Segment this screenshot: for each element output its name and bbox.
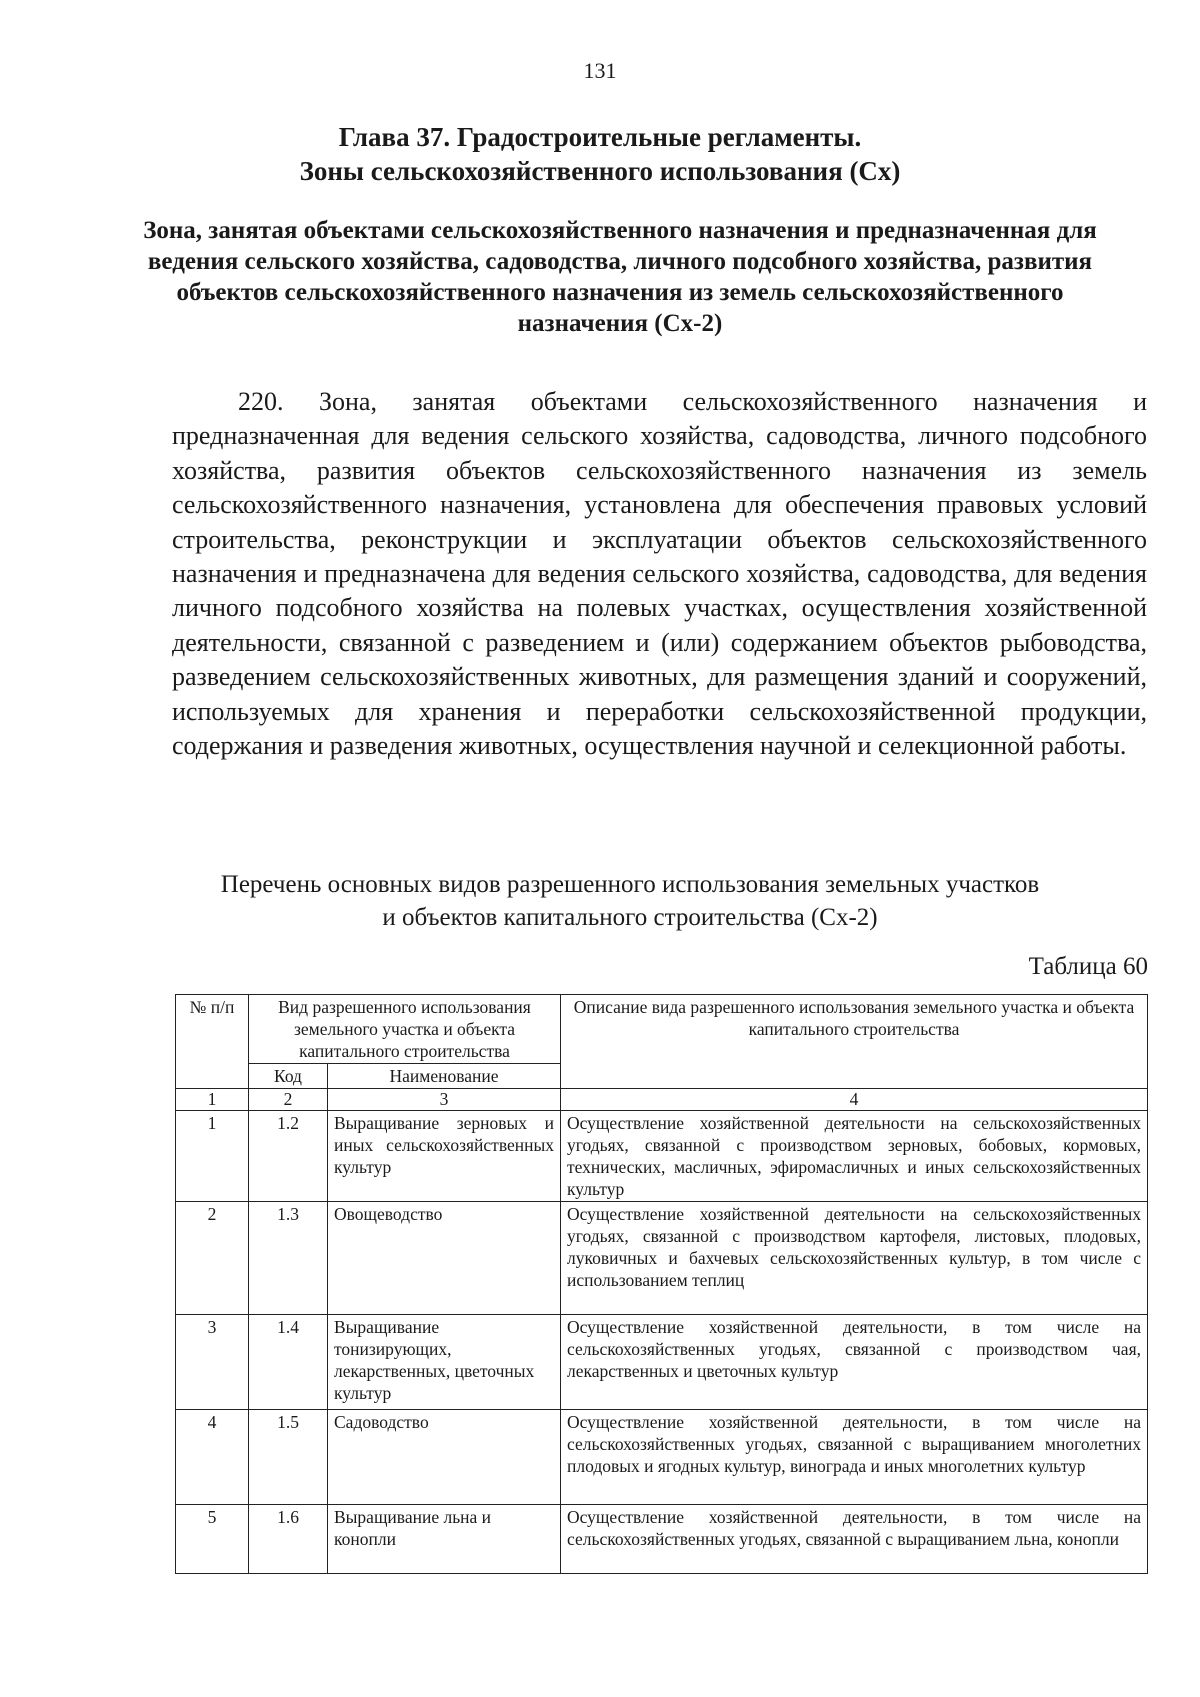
- row-name: Выращивание зерновых и иных сельскохозяйственных культур: [328, 1111, 561, 1202]
- table-row: [176, 1315, 1148, 1410]
- row-num: 3: [176, 1315, 249, 1410]
- list-title-line2: и объектов капитального строительства (Сх-2): [382, 904, 878, 931]
- table-row: [176, 1111, 1148, 1202]
- row-num: 2: [176, 1202, 249, 1315]
- table-header-row: [176, 995, 1148, 1064]
- header-code: Код: [249, 1064, 328, 1089]
- row-name: Выращивание льна и конопли: [328, 1505, 561, 1574]
- row-num: 4: [176, 1410, 249, 1505]
- table-row: [176, 1202, 1148, 1315]
- list-title: [150, 868, 1110, 934]
- table-caption: Таблица 60: [1028, 953, 1148, 980]
- index-cell: 2: [249, 1089, 328, 1111]
- header-name: Наименование: [328, 1064, 561, 1089]
- index-cell: 3: [328, 1089, 561, 1111]
- header-num: № п/п: [176, 995, 249, 1089]
- list-title-line1: Перечень основных видов разрешенного использования земельных участков: [220, 871, 1040, 898]
- row-name: Выращивание тонизирующих, лекарственных, цветочных культур: [328, 1315, 561, 1410]
- chapter-title-line1: Глава 37. Градостроительные регламенты.: [338, 122, 862, 152]
- row-code: 1.4: [249, 1315, 328, 1410]
- chapter-title: [100, 120, 1100, 188]
- row-num: 1: [176, 1111, 249, 1202]
- index-cell: 4: [561, 1089, 1148, 1111]
- table-index-row: [176, 1089, 1148, 1111]
- row-code: 1.3: [249, 1202, 328, 1315]
- row-description: Осуществление хозяйственной деятельности, в том числе на сельскохозяйственных угодьях, связанной с выращиванием многолетних плодовых и ягодных культур, винограда и иных многолетних культур: [561, 1410, 1148, 1505]
- page-number: 131: [583, 58, 617, 83]
- row-description: Осуществление хозяйственной деятельности, в том числе на сельскохозяйственных угодьях, связанной с производством чая, лекарственных и цветочных культур: [561, 1315, 1148, 1410]
- row-name: Садоводство: [328, 1410, 561, 1505]
- row-code: 1.2: [249, 1111, 328, 1202]
- table-row: [176, 1505, 1148, 1574]
- section-paragraph: 220. Зона, занятая объектами сельскохозяйственного назначения и предназначенная для ведения сельского хозяйства, садоводства, личного подсобного хозяйства, развития объектов сельскохозяйственного назначения из земель сельскохозяйственного назначения, установлена для обеспечения правовых условий строительства, реконструкции и эксплуатации объектов сельскохозяйственного назначения и предназначена для ведения сельского хозяйства, садоводства, для ведения личного подсобного хозяйства на полевых участках, осуществления хозяйственной деятельности, связанной с разведением и (или) содержанием объектов рыбоводства, разведением сельскохозяйственных животных, для размещения зданий и сооружений, используемых для хранения и переработки сельскохозяйственной продукции, содержания и разведения животных, осуществления научной и селекционной работы.: [172, 387, 1147, 761]
- row-code: 1.5: [249, 1410, 328, 1505]
- header-description: Описание вида разрешенного использования земельного участка и объекта капитального строительства: [561, 995, 1148, 1089]
- row-num: 5: [176, 1505, 249, 1574]
- row-description: Осуществление хозяйственной деятельности на сельскохозяйственных угодьях, связанной с производством зерновых, бобовых, кормовых, технических, масличных, эфиромасличных и иных сельскохозяйственных культур: [561, 1111, 1148, 1202]
- row-name: Овощеводство: [328, 1202, 561, 1315]
- row-description: Осуществление хозяйственной деятельности, в том числе на сельскохозяйственных угодьях, связанной с выращиванием льна, конопли: [561, 1505, 1148, 1574]
- index-cell: 1: [176, 1089, 249, 1111]
- header-type-group: Вид разрешенного использования земельного участка и объекта капитального строительства: [249, 995, 561, 1064]
- row-code: 1.6: [249, 1505, 328, 1574]
- chapter-title-line2: Зоны сельскохозяйственного использования (Сх): [299, 156, 901, 186]
- permitted-use-table: [175, 994, 1148, 1574]
- zone-title: Зона, занятая объектами сельскохозяйственного назначения и предназначенная для ведения сельского хозяйства, садоводства, личного подсобного хозяйства, развития объектов сельскохозяйственного назначения из земель сельскохозяйственного назначения (Сх-2): [143, 217, 1097, 337]
- row-description: Осуществление хозяйственной деятельности на сельскохозяйственных угодьях, связанной с производством картофеля, листовых, плодовых, луковичных и бахчевых сельскохозяйственных культур, в том числе с использованием теплиц: [561, 1202, 1148, 1315]
- table-row: [176, 1410, 1148, 1505]
